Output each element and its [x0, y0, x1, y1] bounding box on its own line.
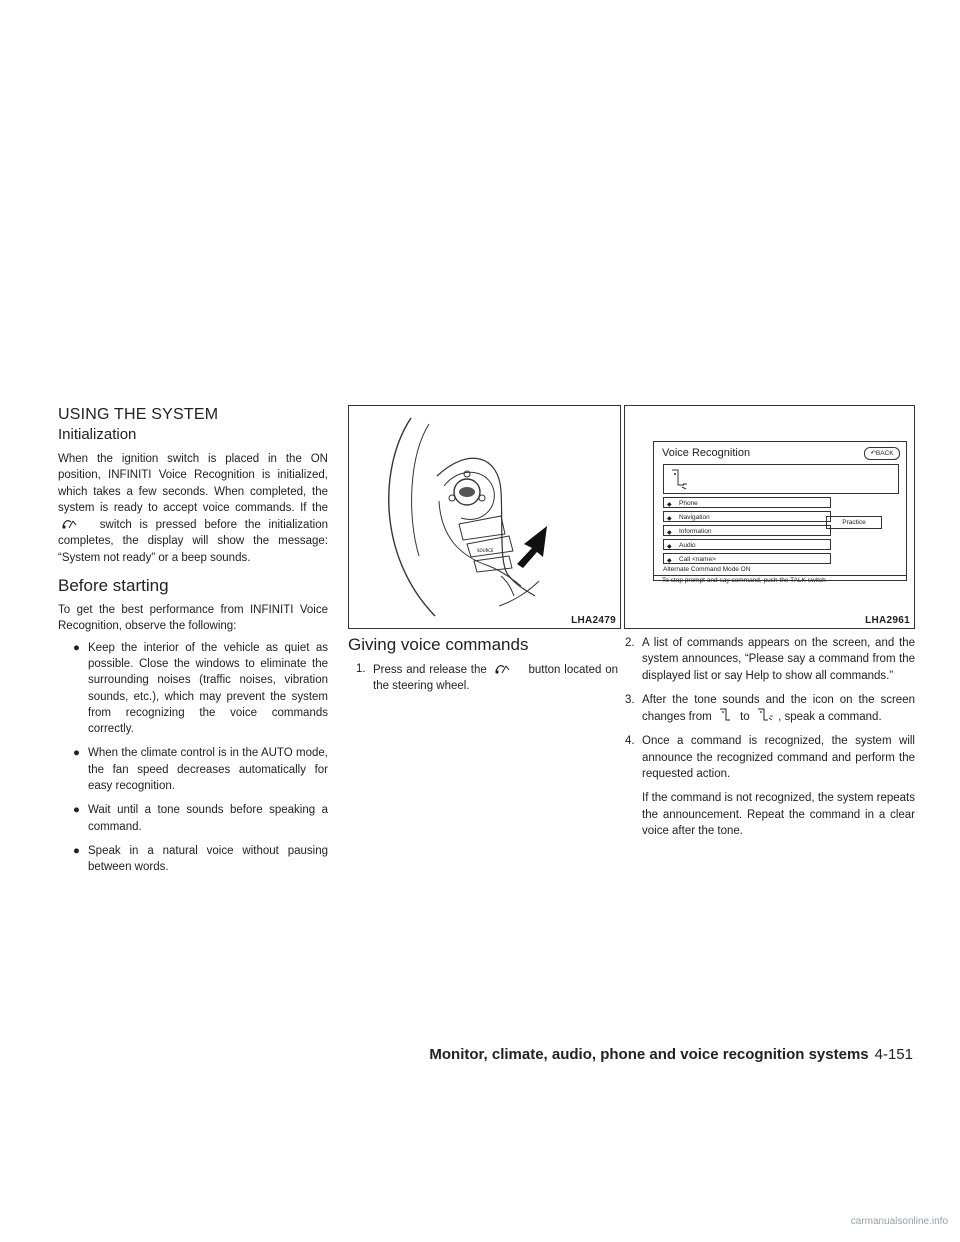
steps-list-part1	[356, 661, 618, 695]
back-button[interactable]: ↶BACK	[864, 447, 900, 460]
command-audio[interactable]: ◆ Audio	[663, 539, 831, 550]
stop-prompt-hint: To stop prompt and say command, push the TALK switch	[654, 575, 906, 586]
list-item: 3. After the tone sounds and the icon on the screen changes from to , speak a command.	[625, 693, 915, 724]
pointer-arrow	[517, 526, 547, 568]
voice-icon: ◆	[667, 530, 672, 536]
source-label: SOURCE	[477, 548, 494, 553]
voice-icon: ◆	[667, 516, 672, 522]
step4-note: If the command is not recognized, the system repeats the announcement. Repeat the command in a clear voice after the tone.	[642, 792, 915, 837]
middle-column	[348, 635, 618, 703]
page-number: 4-151	[874, 1046, 913, 1063]
steering-wheel-illustration	[349, 406, 620, 628]
footer-section-title: Monitor, climate, audio, phone and voice recognition systems	[429, 1046, 869, 1063]
before-starting-intro: To get the best performance from INFINITI Voice Recognition, observe the following:	[58, 604, 328, 633]
screen-title: Voice Recognition	[662, 447, 751, 459]
list-item: ● Keep the interior of the vehicle as quiet as possible. Close the windows to eliminate the surrounding noises (traffic noises, vibration sounds, etc.), which may prevent the system from recognizing the voice commands correctly.	[73, 641, 328, 736]
steps-list-part2	[625, 635, 915, 839]
left-column	[58, 405, 328, 884]
command-phone[interactable]: ◆ Phone	[663, 497, 831, 508]
watermark: carmanualsonline.info	[850, 1216, 948, 1227]
list-item: 4. Once a command is recognized, the system will announce the recognized command and perform the requested action. If the command is not recognized, the system repeats the announcement. Repeat the command in a clear voice after the tone.	[625, 733, 915, 839]
steering-wheel-figure	[348, 405, 621, 629]
list-item: ● When the climate control is in the AUTO mode, the fan speed decreases automatically for easy recognition.	[73, 747, 328, 793]
page-footer	[0, 1046, 913, 1064]
command-information[interactable]: ◆ Information	[663, 525, 831, 536]
figure-code: LHA2479	[571, 615, 616, 626]
practice-button[interactable]: Practice	[826, 516, 882, 529]
command-call[interactable]: ◆ Call <name>	[663, 553, 831, 564]
voice-idle-icon	[715, 708, 737, 722]
voice-listening-icon	[753, 708, 775, 722]
talk-switch-icon	[491, 661, 525, 675]
voice-recognition-screen	[653, 441, 907, 584]
voice-icon: ◆	[667, 502, 672, 508]
speaking-face-icon	[668, 467, 690, 491]
speaking-status-box	[663, 464, 899, 494]
voice-icon: ◆	[667, 558, 672, 564]
before-starting-heading: Before starting	[58, 576, 169, 596]
back-arrow-icon: ↶	[870, 450, 876, 457]
figure-code: LHA2961	[865, 615, 910, 626]
talk-switch-icon	[58, 516, 92, 530]
list-item: ● Speak in a natural voice without pausing between words.	[73, 844, 328, 874]
alternate-mode-status: Alternate Command Mode ON	[663, 566, 751, 573]
list-item: 2. A list of commands appears on the screen, and the system announces, “Please say a command from the displayed list or say Help to show all commands.”	[625, 637, 915, 682]
command-navigation[interactable]: ◆ Navigation	[663, 511, 831, 522]
right-column	[625, 635, 915, 847]
voice-icon: ◆	[667, 544, 672, 550]
section-title: USING THE SYSTEM	[58, 406, 219, 423]
voice-recognition-figure	[624, 405, 915, 629]
list-item: 1. Press and release the button located on the steering wheel.	[356, 663, 618, 693]
list-item: ● Wait until a tone sounds before speaking a command.	[73, 804, 328, 833]
initialization-heading: Initialization	[58, 426, 137, 443]
tips-list	[58, 640, 328, 876]
giving-commands-heading: Giving voice commands	[348, 635, 529, 654]
initialization-paragraph: When the ignition switch is placed in the ON position, INFINITI Voice Recognition is initialized, which takes a few seconds. When completed, the system is ready to accept voice commands. If the switch is pressed before the initialization completes, the display will show the message: “System not ready” or a beep sounds.	[58, 453, 328, 564]
